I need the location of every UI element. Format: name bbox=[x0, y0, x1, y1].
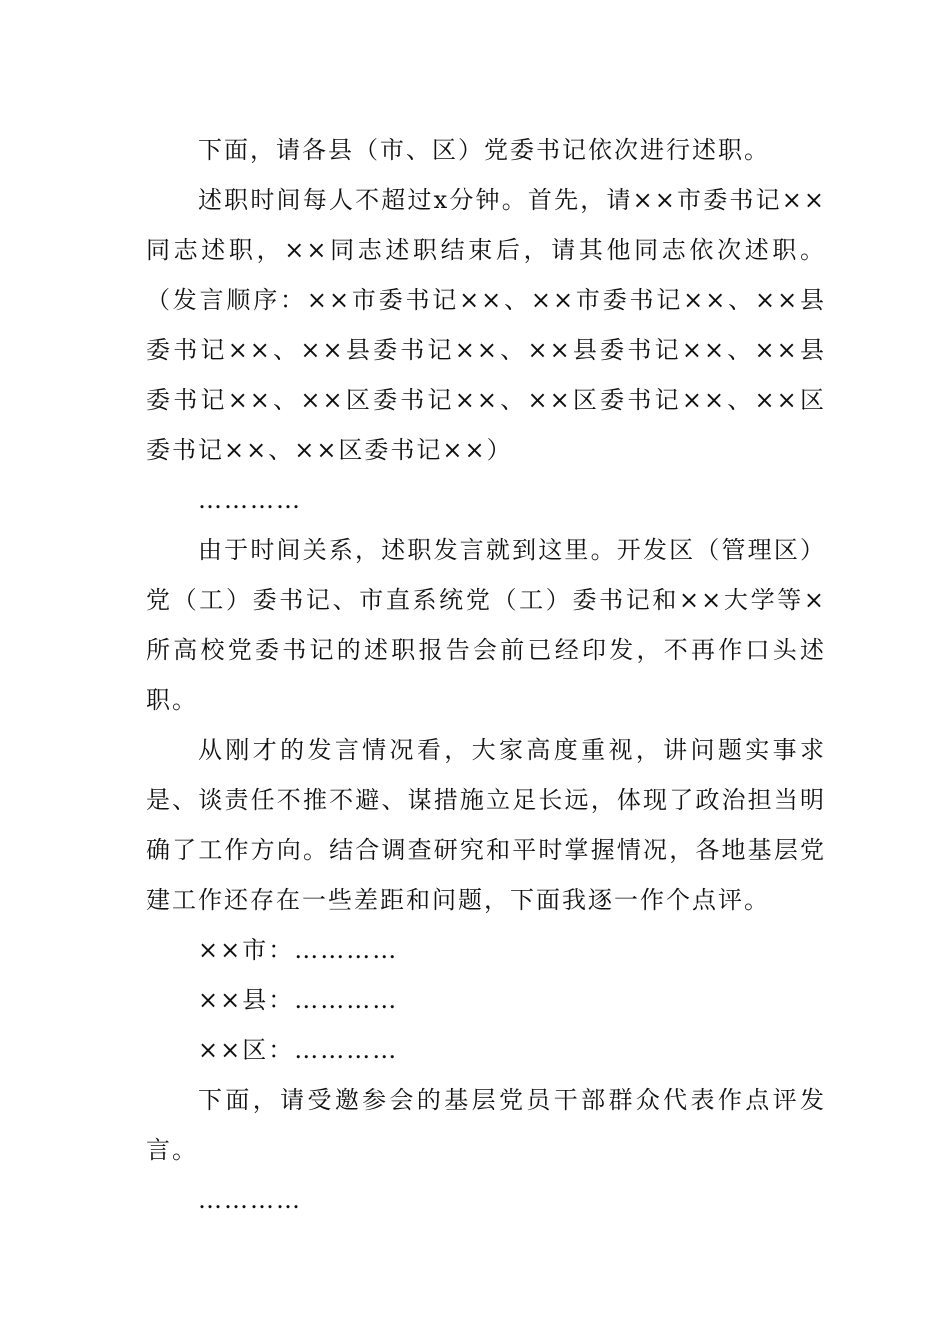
document-body bbox=[146, 125, 826, 1225]
paragraph-city-review: ××市：………… bbox=[198, 936, 399, 964]
paragraph-review: 从刚才的发言情况看，大家高度重视，讲问题实事求是、谈责任不推不避、谋措施立足长远，体现了政治担当明确了工作方向。结合调查研究和平时掌握情况，各地基层党建工作还存在一些差距和问题，下面我逐一作个点评。 bbox=[146, 736, 826, 914]
paragraph-district-review: ××区：………… bbox=[198, 1036, 399, 1064]
paragraph-time-note: 由于时间关系，述职发言就到这里。开发区（管理区）党（工）委书记、市直系统党（工）委书记和××大学等×所高校党委书记的述职报告会前已经印发，不再作口头述职。 bbox=[146, 536, 826, 714]
paragraph-final-ellipsis: ………… bbox=[198, 1186, 302, 1214]
paragraph-county-review: ××县：………… bbox=[198, 986, 399, 1014]
paragraph-order: 述职时间每人不超过x分钟。首先，请××市委书记××同志述职，××同志述职结束后，请其他同志依次述职。（发言顺序：××市委书记××、××市委书记××、××县委书记××、××县委书记××、××县委书记××、××县委书记××、××区委书记××、××区委书记××、××区委书记××、××区委书记××） bbox=[146, 186, 826, 464]
paragraph-representatives: 下面，请受邀参会的基层党员干部群众代表作点评发言。 bbox=[146, 1086, 826, 1164]
paragraph-ellipsis: ………… bbox=[198, 486, 302, 514]
paragraph-intro: 下面，请各县（市、区）党委书记依次进行述职。 bbox=[198, 136, 770, 164]
